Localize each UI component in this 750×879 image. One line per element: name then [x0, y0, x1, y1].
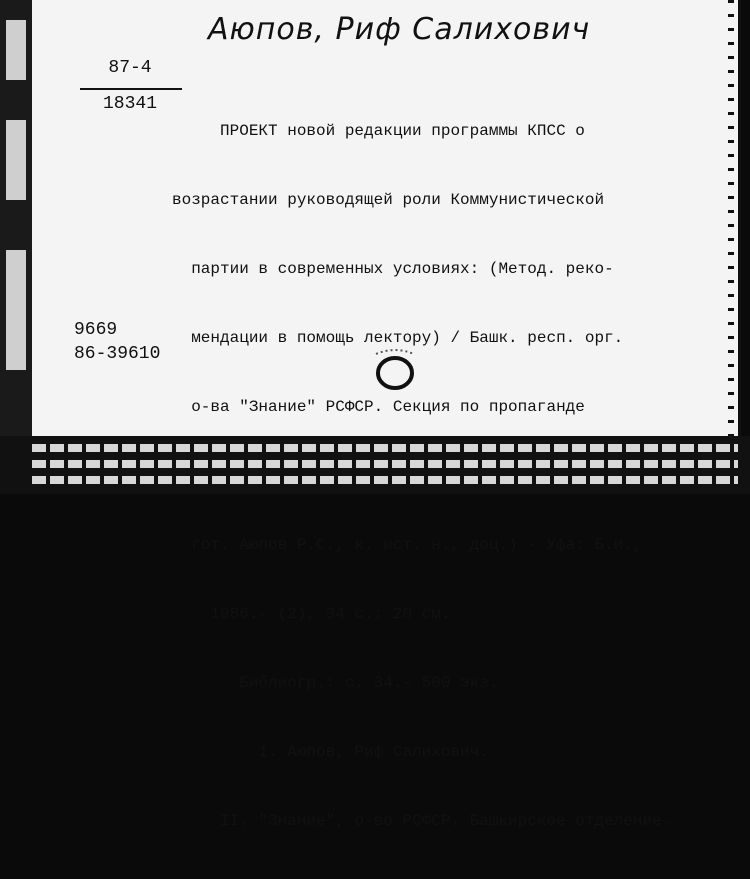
code-line-1: 9669 [74, 320, 118, 340]
left-film-strip [0, 0, 32, 494]
call-number: 87-4 [108, 58, 152, 78]
bottom-film-band [0, 436, 750, 494]
description-line: 1. Аюпов, Риф Салихович. [172, 743, 489, 761]
strip-mark [6, 20, 26, 80]
film-perforation-row [32, 460, 738, 468]
description-line: возрастании руководящей роли Коммунистической [172, 191, 605, 209]
description-line: ПРОЕКТ новой редакции программы КПСС о [172, 122, 585, 140]
library-stamp [366, 346, 424, 394]
strip-mark [6, 250, 26, 370]
film-perforation-row [32, 476, 738, 484]
description-line: мендации в помощь лектору) / Башк. респ. орг. [172, 329, 624, 347]
card-edge-marks [728, 0, 734, 436]
catalog-card [32, 0, 741, 830]
description-line: гот. Аюпов Р.С., к. ист. н., доц.) - Уфа: Б.и., [172, 536, 643, 554]
description-line: Библиогр.: с. 34.- 500 экз. [172, 674, 499, 692]
call-number-divider [80, 88, 182, 90]
code-line-2: 86-39610 [74, 344, 161, 364]
film-perforation-row [32, 444, 738, 452]
description-line: II. "Знание", о-во РСФСР. Башкирское отделение. [172, 812, 672, 830]
card-codes [74, 318, 160, 366]
description-line: 1986.- (2), 34 с.; 20 см. [172, 605, 451, 623]
author-heading: Аюпов, Риф Салихович [208, 12, 591, 47]
description-line: о-ва "Знание" РСФСР. Секция по пропаганде [172, 398, 585, 416]
strip-mark [6, 120, 26, 200]
inventory-number: 18341 [102, 94, 157, 114]
description-line: партии в современных условиях: (Метод. реко- [172, 260, 614, 278]
